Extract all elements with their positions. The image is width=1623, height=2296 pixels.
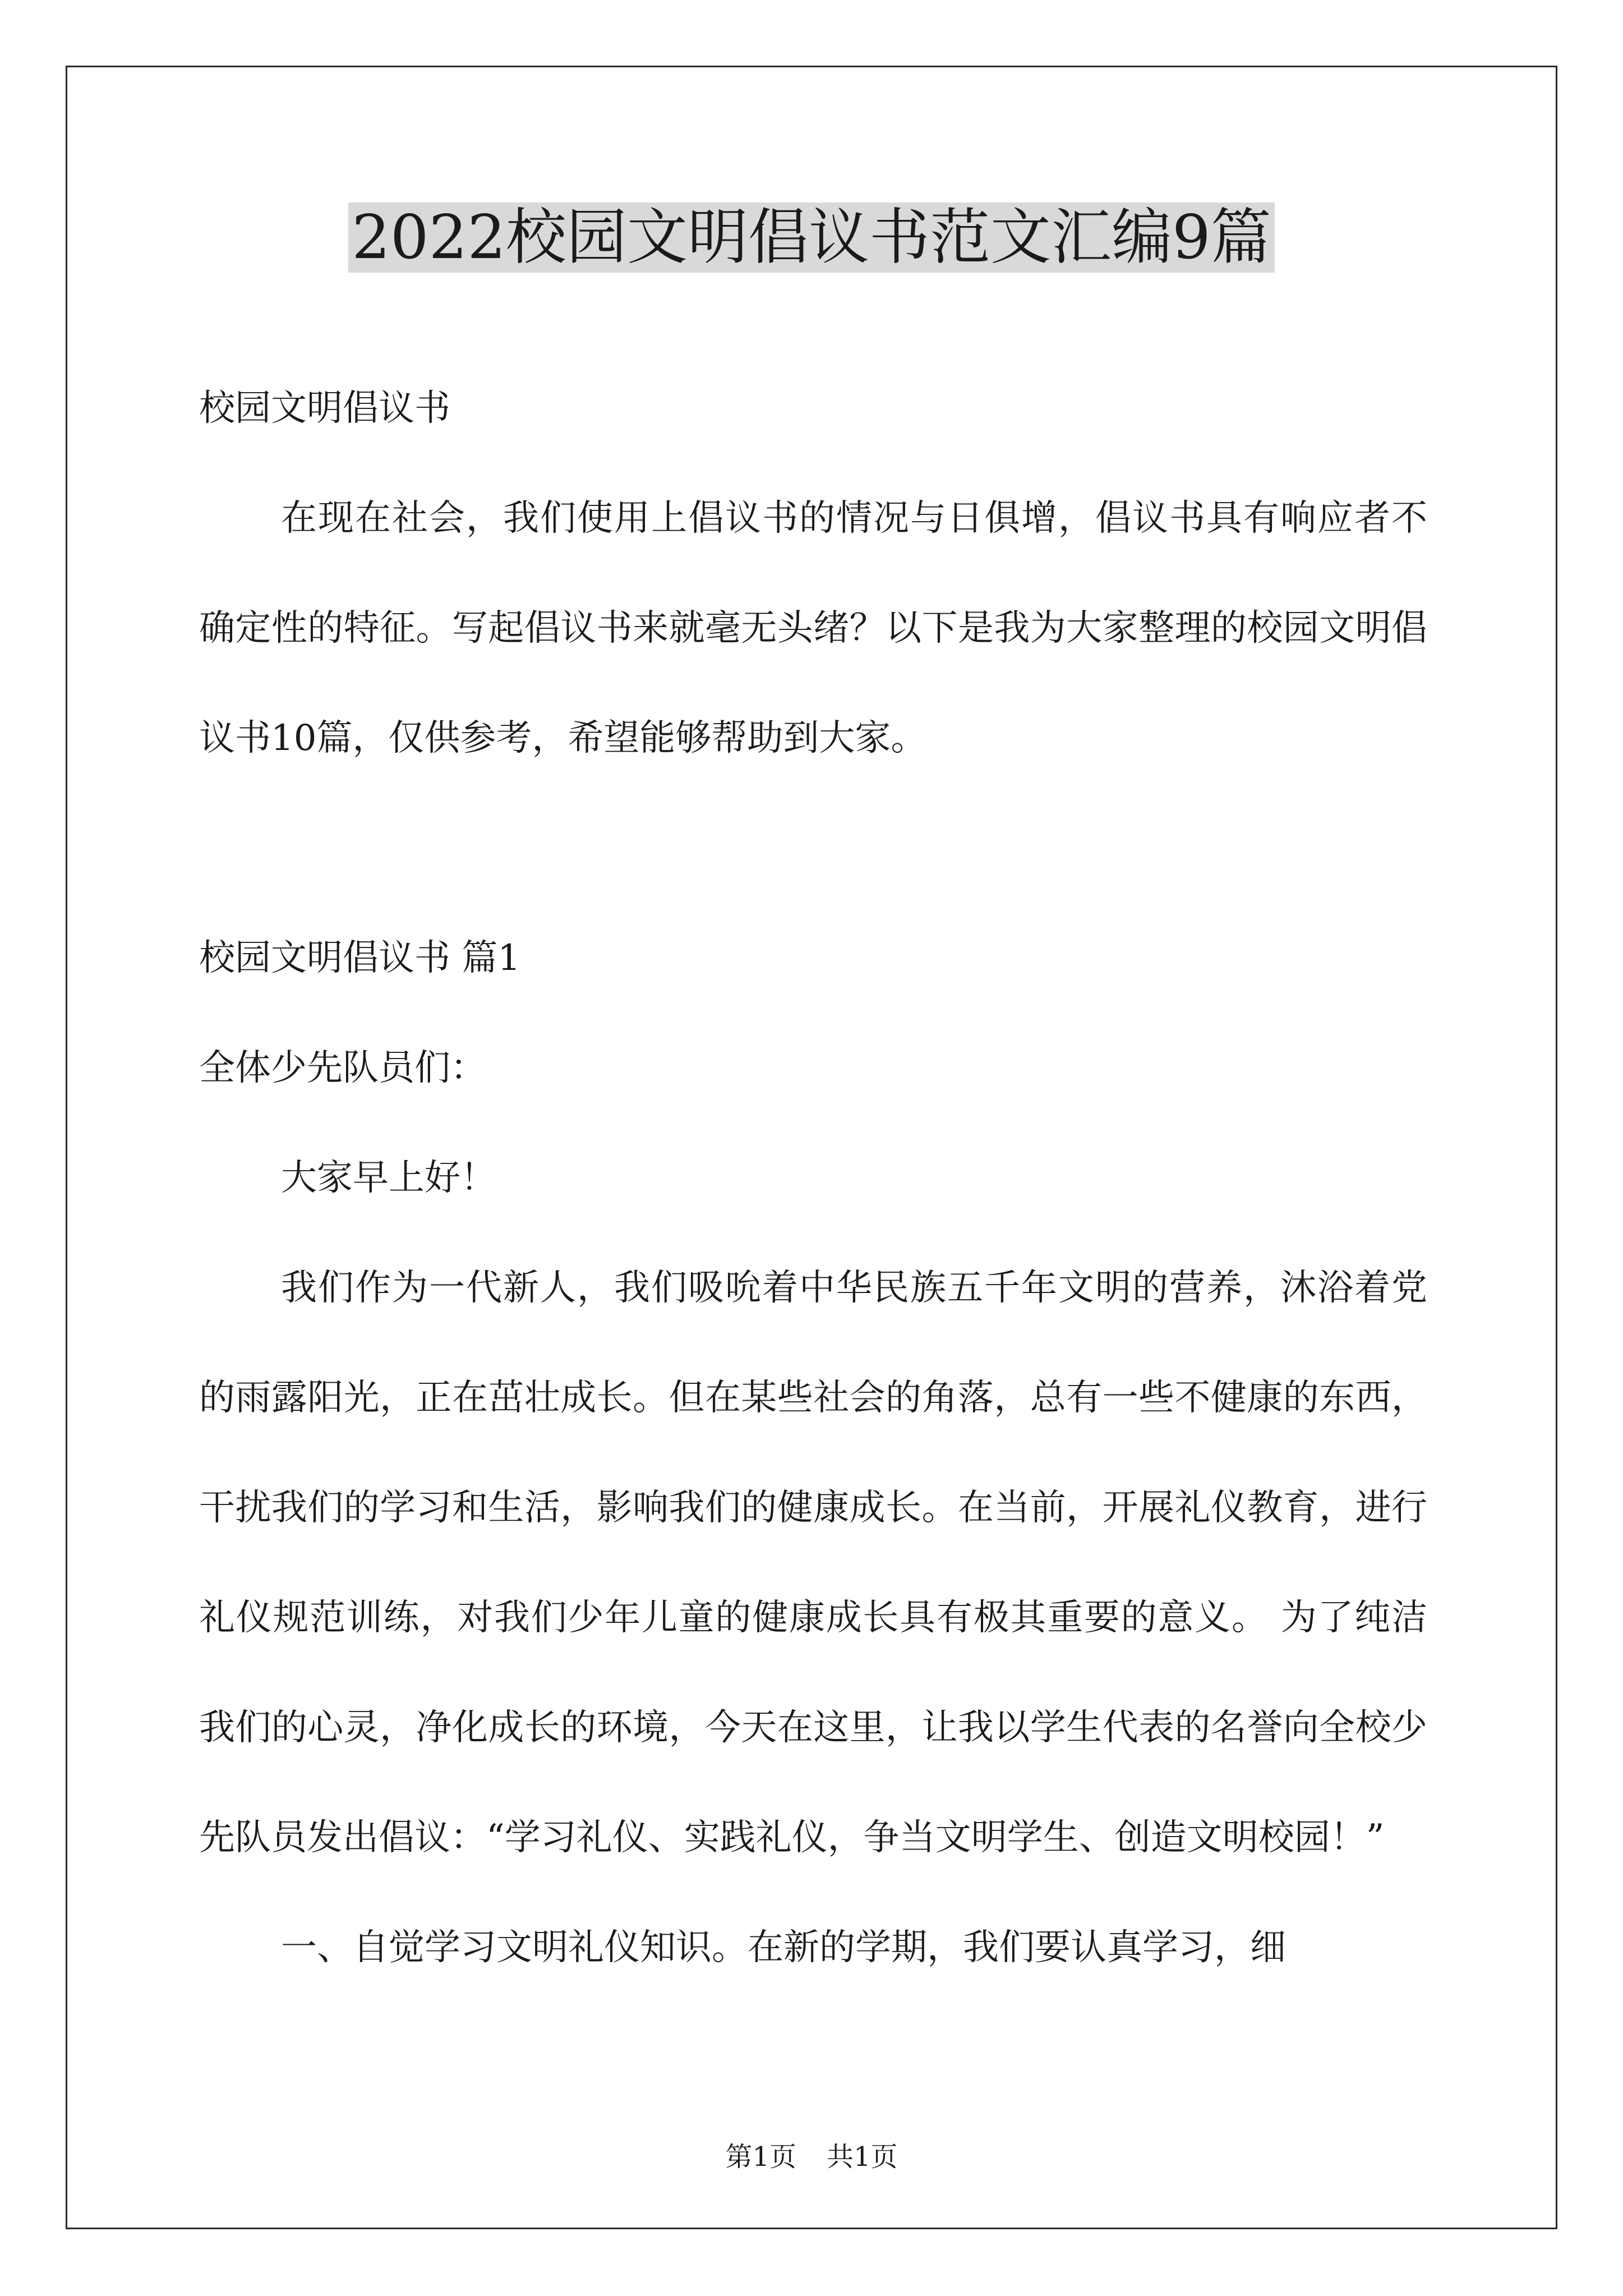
body-paragraph: 一、自觉学习文明礼仪知识。在新的学期，我们要认真学习，细 — [281, 1927, 1286, 1968]
document-title-text: 2022校园文明倡议书范文汇编9篇 — [348, 203, 1275, 273]
intro-paragraph: 在现在社会，我们使用上倡议书的情况与日俱增，倡议书具有响应者不确定性的特征。写起倡议书来就毫无头绪？以下是我为大家整理的校园文明倡议书10篇，仅供参考，希望能够帮助到大家。 — [199, 498, 1427, 759]
page-total: 共1页 — [827, 2141, 898, 2173]
section-spacer — [199, 793, 1427, 903]
greeting: 大家早上好！ — [281, 1157, 496, 1199]
document-body — [199, 353, 1427, 2003]
page-number: 第1页 — [725, 2141, 796, 2173]
page-footer — [0, 2140, 1623, 2174]
salutation: 全体少先队员们： — [199, 1047, 486, 1089]
document-title — [0, 201, 1623, 275]
section-heading: 校园文明倡议书 篇1 — [199, 937, 521, 979]
intro-heading: 校园文明倡议书 — [199, 388, 450, 429]
body-paragraph: 我们作为一代新人，我们吸吮着中华民族五千年文明的营养，沐浴着党的雨露阳光，正在茁壮成长。但在某些社会的角落，总有一些不健康的东西，干扰我们的学习和生活，影响我们的健康成长。在当前，开展礼仪教育，进行礼仪规范训练，对我们少年儿童的健康成长具有极其重要的意义。 为了纯洁我们的心灵，净化成长的环境，今天在这里，让我以学生代表的名誉向全校少先队员发出倡议：“学习礼仪、实践礼仪，争当文明学生、创造文明校园！” — [199, 1267, 1427, 1858]
